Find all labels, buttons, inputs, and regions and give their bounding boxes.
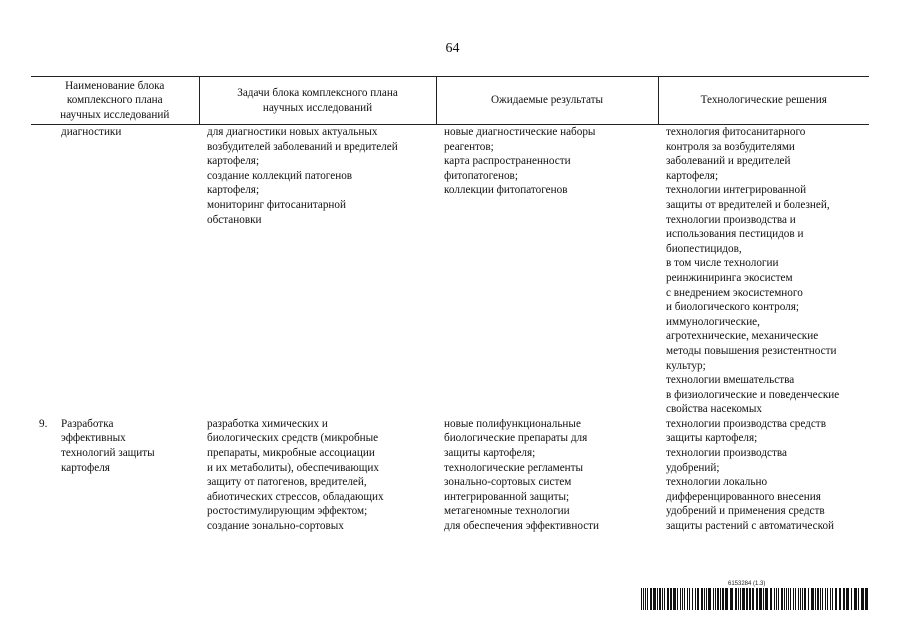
barcode-bar bbox=[843, 588, 845, 610]
barcode-bar bbox=[667, 588, 669, 610]
tasks-cell bbox=[199, 417, 436, 534]
barcode-bar bbox=[820, 588, 821, 610]
text-line: Разработка bbox=[61, 417, 114, 430]
text-line: реагентов; bbox=[444, 140, 494, 153]
text-line: защиты картофеля; bbox=[666, 432, 758, 445]
text-line: для обеспечения эффективности bbox=[444, 520, 600, 533]
barcode-bar bbox=[752, 588, 754, 610]
text-line: ростостимулирующим эффектом; bbox=[207, 505, 368, 518]
text-line: Наименование блока bbox=[65, 79, 165, 92]
barcode-bar bbox=[645, 588, 646, 610]
barcode-bar bbox=[788, 588, 789, 610]
barcode-bar bbox=[662, 588, 663, 610]
solutions-cell bbox=[658, 125, 869, 417]
barcode-bar bbox=[673, 588, 676, 610]
barcode-bar bbox=[832, 588, 833, 610]
text-line: иммунологические, bbox=[666, 315, 760, 328]
text-line: абиотических стрессов, обладающих bbox=[207, 490, 384, 503]
text-line: реинжиниринга экосистем bbox=[666, 271, 793, 284]
barcode-bar bbox=[793, 588, 794, 610]
block-name-cell bbox=[31, 417, 199, 534]
text-line: защиту от патогенов, вредителей, bbox=[207, 476, 367, 489]
barcode-bar bbox=[811, 588, 814, 610]
text-line: возбудителей заболеваний и вредителей bbox=[207, 140, 398, 153]
text-line: использования пестицидов и bbox=[666, 228, 804, 241]
barcode-bar bbox=[738, 588, 739, 610]
text-line: технологии интегрированной bbox=[666, 184, 807, 197]
text-line: новые полифункциональные bbox=[444, 417, 581, 430]
text-line: удобрений; bbox=[666, 461, 720, 474]
barcode-bar bbox=[800, 588, 801, 610]
barcode-bar bbox=[684, 588, 685, 610]
header-block-name bbox=[31, 77, 199, 125]
header-tasks bbox=[199, 77, 436, 125]
barcode-bar bbox=[713, 588, 714, 610]
barcode-bar bbox=[770, 588, 772, 610]
barcode-bar bbox=[786, 588, 787, 610]
text-line: технология фитосанитарного bbox=[666, 126, 806, 138]
text-line: с внедрением экосистемного bbox=[666, 286, 803, 299]
barcode-bar bbox=[722, 588, 724, 610]
barcode-bar bbox=[765, 588, 768, 610]
table-row bbox=[31, 417, 869, 534]
barcode-bar bbox=[706, 588, 707, 610]
barcode-bar bbox=[865, 588, 868, 610]
text-line: технологические регламенты bbox=[444, 461, 584, 474]
barcode-bar bbox=[827, 588, 828, 610]
text-line: научных исследований bbox=[262, 101, 373, 114]
barcode-bar bbox=[689, 588, 690, 610]
text-line: разработка химических и bbox=[207, 417, 328, 430]
results-cell bbox=[436, 125, 658, 417]
row-number: 9. bbox=[39, 417, 48, 430]
barcode-bar bbox=[695, 588, 696, 610]
text-line: научных исследований bbox=[60, 108, 170, 121]
text-line: картофеля; bbox=[666, 169, 719, 182]
text-line: коллекции фитопатогенов bbox=[444, 184, 568, 197]
barcode-bar bbox=[650, 588, 652, 610]
text-line: картофеля; bbox=[207, 155, 260, 168]
text-line: Технологические решения bbox=[700, 94, 827, 107]
barcode-bar bbox=[822, 588, 823, 610]
text-line: биологических средств (микробные bbox=[207, 432, 379, 445]
barcode-bar bbox=[795, 588, 796, 610]
text-line: агротехнические, механические bbox=[666, 330, 819, 343]
text-line: культур; bbox=[666, 359, 706, 372]
text-line: комплексного плана bbox=[66, 94, 163, 107]
barcode bbox=[641, 581, 869, 611]
text-line: защиты картофеля; bbox=[444, 447, 536, 460]
barcode-bar bbox=[817, 588, 819, 610]
barcode-bar bbox=[659, 588, 661, 610]
text-line: биологические препараты для bbox=[444, 432, 588, 445]
barcode-bar bbox=[664, 588, 665, 610]
barcode-caption: 6153284 (1.3) bbox=[728, 581, 766, 587]
text-line: в физиологические и поведенческие bbox=[666, 388, 840, 401]
text-line: технологии производства и bbox=[666, 213, 796, 226]
barcode-bar bbox=[725, 588, 728, 610]
barcode-bar bbox=[708, 588, 711, 610]
table-row bbox=[31, 125, 869, 417]
barcode-bar bbox=[774, 588, 775, 610]
text-line: препараты, микробные ассоциации bbox=[207, 447, 375, 460]
barcode-bar bbox=[763, 588, 764, 610]
barcode-bar bbox=[730, 588, 733, 610]
barcode-bar bbox=[687, 588, 688, 610]
solutions-cell bbox=[658, 417, 869, 534]
barcode-bar bbox=[643, 588, 644, 610]
barcode-bar bbox=[808, 588, 809, 610]
text-line: заболеваний и вредителей bbox=[666, 155, 791, 168]
text-line: картофеля; bbox=[207, 184, 260, 197]
text-line: Задачи блока комплексного плана bbox=[237, 87, 398, 99]
barcode-bar bbox=[670, 588, 672, 610]
table-header-row bbox=[31, 77, 869, 125]
text-line: и их метаболиты), обеспечивающих bbox=[207, 461, 379, 474]
barcode-bar bbox=[682, 588, 683, 610]
barcode-bar bbox=[778, 588, 779, 610]
tasks-cell bbox=[199, 125, 436, 417]
text-line: технологии производства средств bbox=[666, 417, 826, 430]
text-line: свойства насекомых bbox=[666, 403, 762, 416]
header-tech-solutions bbox=[658, 77, 869, 125]
text-line: фитопатогенов; bbox=[444, 169, 518, 182]
barcode-bar bbox=[647, 588, 648, 610]
results-cell bbox=[436, 417, 658, 534]
barcode-bar bbox=[742, 588, 745, 610]
text-line: и биологического контроля; bbox=[666, 301, 800, 314]
barcode-bar bbox=[740, 588, 741, 610]
barcode-bar bbox=[846, 588, 849, 610]
text-line: зонально-сортовых систем bbox=[444, 476, 572, 489]
text-line: методы повышения резистентности bbox=[666, 344, 837, 357]
barcode-bar bbox=[851, 588, 852, 610]
text-line: создание зонально-сортовых bbox=[207, 520, 344, 533]
text-line: защиты от вредителей и болезней, bbox=[666, 198, 830, 211]
barcode-bar bbox=[802, 588, 803, 610]
barcode-bar bbox=[701, 588, 703, 610]
barcode-bar bbox=[717, 588, 719, 610]
barcode-bar bbox=[825, 588, 826, 610]
research-plan-table bbox=[31, 76, 869, 534]
page-number: 64 bbox=[445, 41, 460, 56]
barcode-bar bbox=[756, 588, 758, 610]
text-line: удобрений и применения средств bbox=[666, 505, 825, 518]
text-line: технологий защиты bbox=[61, 447, 155, 460]
text-line: метагеномные технологии bbox=[444, 505, 570, 518]
barcode-bar bbox=[715, 588, 716, 610]
barcode-bar bbox=[784, 588, 785, 610]
barcode-bar bbox=[830, 588, 831, 610]
text-line: технологии вмешательства bbox=[666, 374, 795, 387]
barcode-bar bbox=[749, 588, 751, 610]
barcode-bar bbox=[858, 588, 859, 610]
barcode-bar bbox=[861, 588, 864, 610]
barcode-bar bbox=[854, 588, 857, 610]
barcode-bar bbox=[653, 588, 656, 610]
text-line: картофеля bbox=[61, 461, 110, 474]
text-line: биопестицидов, bbox=[666, 242, 742, 255]
text-line: технологии локально bbox=[666, 476, 768, 489]
text-line: контроля за возбудителями bbox=[666, 140, 795, 153]
barcode-bar bbox=[677, 588, 678, 610]
barcode-bar bbox=[815, 588, 816, 610]
text-line: карта распространенности bbox=[444, 155, 571, 168]
barcode-bar bbox=[680, 588, 681, 610]
barcode-bar bbox=[798, 588, 799, 610]
barcode-bar bbox=[776, 588, 777, 610]
text-line: дифференцированного внесения bbox=[666, 490, 821, 503]
text-line: создание коллекций патогенов bbox=[207, 169, 353, 182]
text-line: интегрированной защиты; bbox=[444, 490, 570, 503]
barcode-bar bbox=[746, 588, 748, 610]
block-name-cell bbox=[31, 125, 199, 417]
barcode-bar bbox=[839, 588, 841, 610]
barcode-bar bbox=[692, 588, 693, 610]
barcode-bar bbox=[835, 588, 837, 610]
barcode-bar bbox=[641, 588, 642, 610]
text-line: в том числе технологии bbox=[666, 257, 779, 270]
text-line: для диагностики новых актуальных bbox=[207, 126, 378, 138]
barcode-bar bbox=[781, 588, 783, 610]
text-line: обстановки bbox=[207, 213, 262, 226]
barcode-bar bbox=[704, 588, 705, 610]
text-line: эффективных bbox=[61, 432, 126, 445]
header-expected-results bbox=[436, 77, 658, 125]
text-line: новые диагностические наборы bbox=[444, 126, 596, 138]
barcode-bar bbox=[804, 588, 806, 610]
barcode-bar bbox=[735, 588, 737, 610]
text-line: мониторинг фитосанитарной bbox=[207, 198, 346, 211]
barcode-bar bbox=[790, 588, 791, 610]
text-line: технологии производства bbox=[666, 447, 787, 460]
barcode-bar bbox=[697, 588, 699, 610]
text-line: защиты растений с автоматической bbox=[666, 520, 835, 533]
barcode-bar bbox=[720, 588, 721, 610]
text-line: Ожидаемые результаты bbox=[490, 94, 604, 107]
barcode-bar bbox=[657, 588, 658, 610]
barcode-icon bbox=[641, 588, 869, 610]
barcode-bar bbox=[759, 588, 762, 610]
text-line: диагностики bbox=[61, 126, 122, 138]
